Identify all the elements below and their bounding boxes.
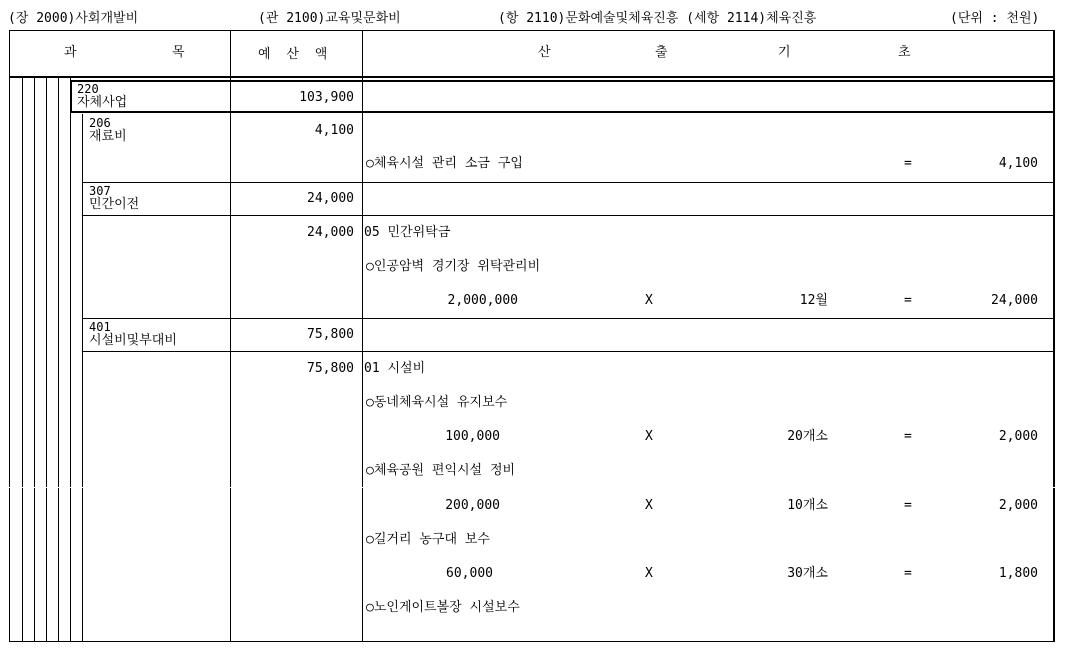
gwan-label: (관 2100)교육및문화비 [258,11,401,26]
calc-base: 2,000,000 [447,293,518,308]
item-label: ○인공암벽 경기장 위탁관리비 [366,259,541,274]
equals-sign: = [904,293,912,308]
row-name: 시설비및부대비 [89,333,177,348]
header-calc-3: 기 [778,45,791,60]
item-total: 1,800 [998,566,1038,581]
item-total: 2,000 [998,498,1038,513]
header-subject-2: 목 [172,45,185,60]
calc-base: 200,000 [445,498,500,513]
header-subject-1: 과 [64,45,77,60]
jang-label: (장 2000)사회개발비 [8,11,139,26]
row-code: 307 [89,184,111,198]
calc-qty: 12월 [799,293,828,308]
row-amount: 75,800 [307,327,354,342]
header-budget: 예 산 액 [258,47,332,62]
row-name: 재료비 [89,129,127,144]
unit-label: (단위 : 천원) [950,11,1040,26]
equals-sign: = [904,429,912,444]
equals-sign: = [904,566,912,581]
item-label: ○길거리 농구대 보수 [366,532,490,547]
multiply-sign: X [645,498,653,513]
row-amount: 4,100 [314,123,354,138]
row-amount: 103,900 [299,90,354,105]
hang-label: (항 2110)문화예술및체육진흥 (세항 2114)체육진흥 [498,11,817,26]
header-calc-4: 초 [898,45,911,60]
calc-qty: 10개소 [787,498,828,513]
calc-qty: 20개소 [787,429,828,444]
header-calc-1: 산 [538,45,551,60]
item-total: 24,000 [991,293,1038,308]
item-total: 2,000 [998,429,1038,444]
header-calc-2: 출 [655,45,668,60]
sub-title: 01 시설비 [364,361,426,376]
item-total: 4,100 [998,156,1038,171]
row-name: 자체사업 [77,95,128,110]
equals-sign: = [904,156,912,171]
row-amount: 24,000 [307,225,354,240]
multiply-sign: X [645,566,653,581]
item-label: ○체육공원 편익시설 정비 [366,463,516,478]
item-label: ○체육시설 관리 소금 구입 [366,156,523,171]
calc-qty: 30개소 [787,566,828,581]
row-amount: 24,000 [307,191,354,206]
multiply-sign: X [645,429,653,444]
row-code: 220 [77,82,99,96]
sub-title: 05 민간위탁금 [364,225,451,240]
row-code: 206 [89,116,111,130]
row-amount: 75,800 [307,361,354,376]
calc-base: 60,000 [446,566,493,581]
calc-base: 100,000 [445,429,500,444]
item-label: ○동네체육시설 유지보수 [366,395,508,410]
equals-sign: = [904,498,912,513]
item-label: ○노인게이트볼장 시설보수 [366,600,520,615]
multiply-sign: X [645,293,653,308]
row-code: 401 [89,320,111,334]
row-name: 민간이전 [89,197,140,212]
